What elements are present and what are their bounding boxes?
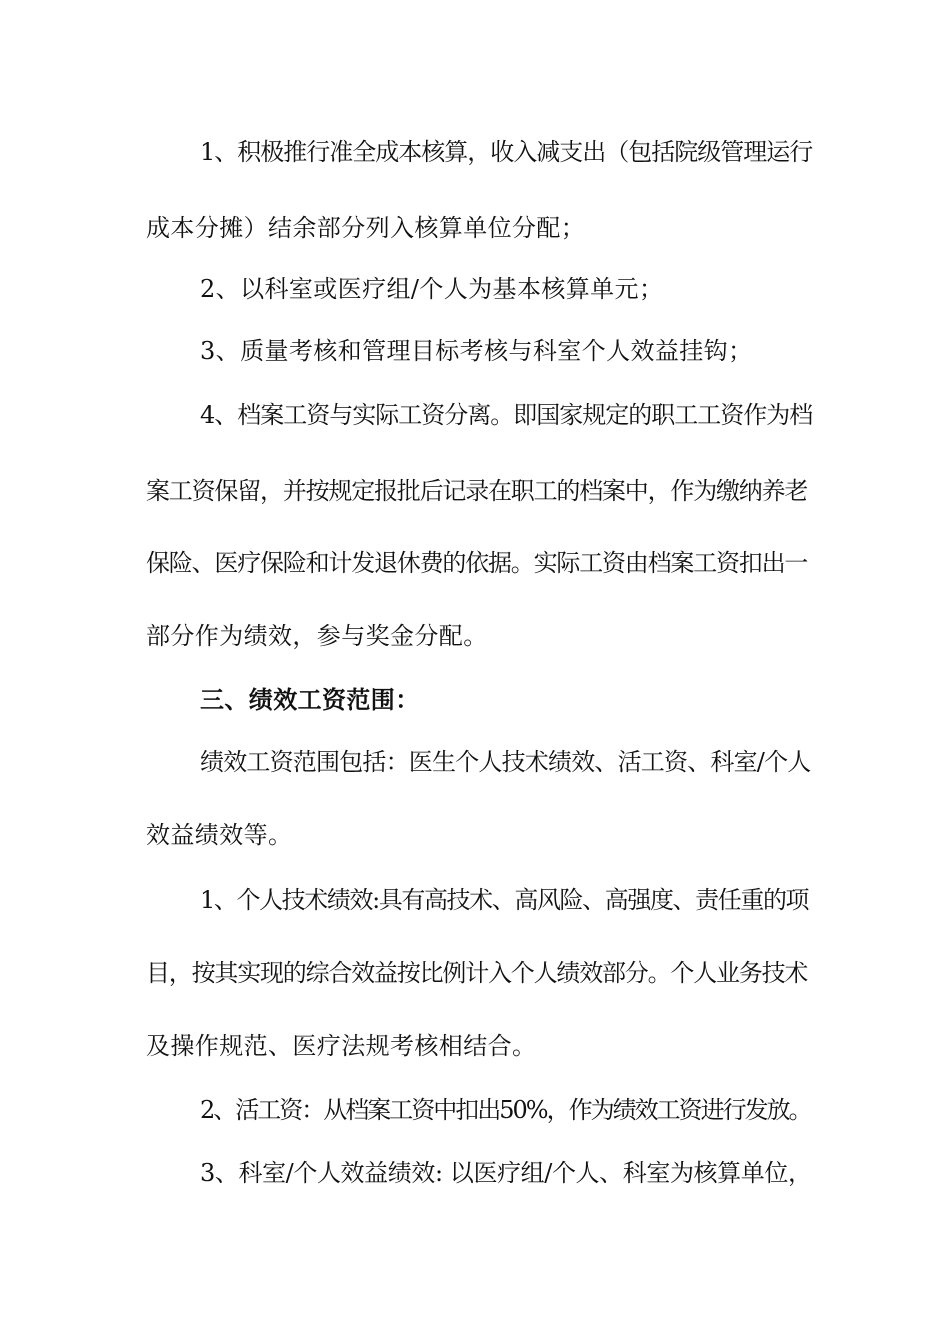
paragraph-line-13: 目，按其实现的综合效益按比例计入个人绩效部分。个人业务技术 [146, 959, 808, 987]
paragraph-line-2: 成本分摊）结余部分列入核算单位分配； [146, 214, 586, 242]
paragraph-line-5: 4、档案工资与实际工资分离。即国家规定的职工工资作为档 [200, 401, 813, 429]
paragraph-line-10: 绩效工资范围包括：医生个人技术绩效、活工资、科室/个人 [200, 748, 811, 776]
section-heading: 三、绩效工资范围： [200, 685, 420, 714]
paragraph-line-7: 保险、医疗保险和计发退休费的依据。实际工资由档案工资扣出一 [146, 549, 808, 577]
paragraph-line-6: 案工资保留，并按规定报批后记录在职工的档案中，作为缴纳养老 [146, 477, 808, 505]
paragraph-line-11: 效益绩效等。 [146, 821, 293, 849]
paragraph-line-12: 1、个人技术绩效:具有高技术、高风险、高强度、责任重的项 [200, 886, 809, 914]
paragraph-line-8: 部分作为绩效，参与奖金分配。 [146, 622, 488, 650]
paragraph-line-3: 2、以科室或医疗组/个人为基本核算单元； [200, 275, 664, 303]
paragraph-line-4: 3、质量考核和管理目标考核与科室个人效益挂钩； [200, 337, 753, 365]
paragraph-line-15: 2、活工资：从档案工资中扣出50%，作为绩效工资进行发放。 [200, 1096, 811, 1124]
paragraph-line-16: 3、科室/个人效益绩效: 以医疗组/个人、科室为核算单位， [200, 1159, 812, 1187]
paragraph-line-1: 1、积极推行准全成本核算，收入减支出（包括院级管理运行 [200, 138, 813, 166]
paragraph-line-14: 及操作规范、医疗法规考核相结合。 [146, 1032, 537, 1060]
